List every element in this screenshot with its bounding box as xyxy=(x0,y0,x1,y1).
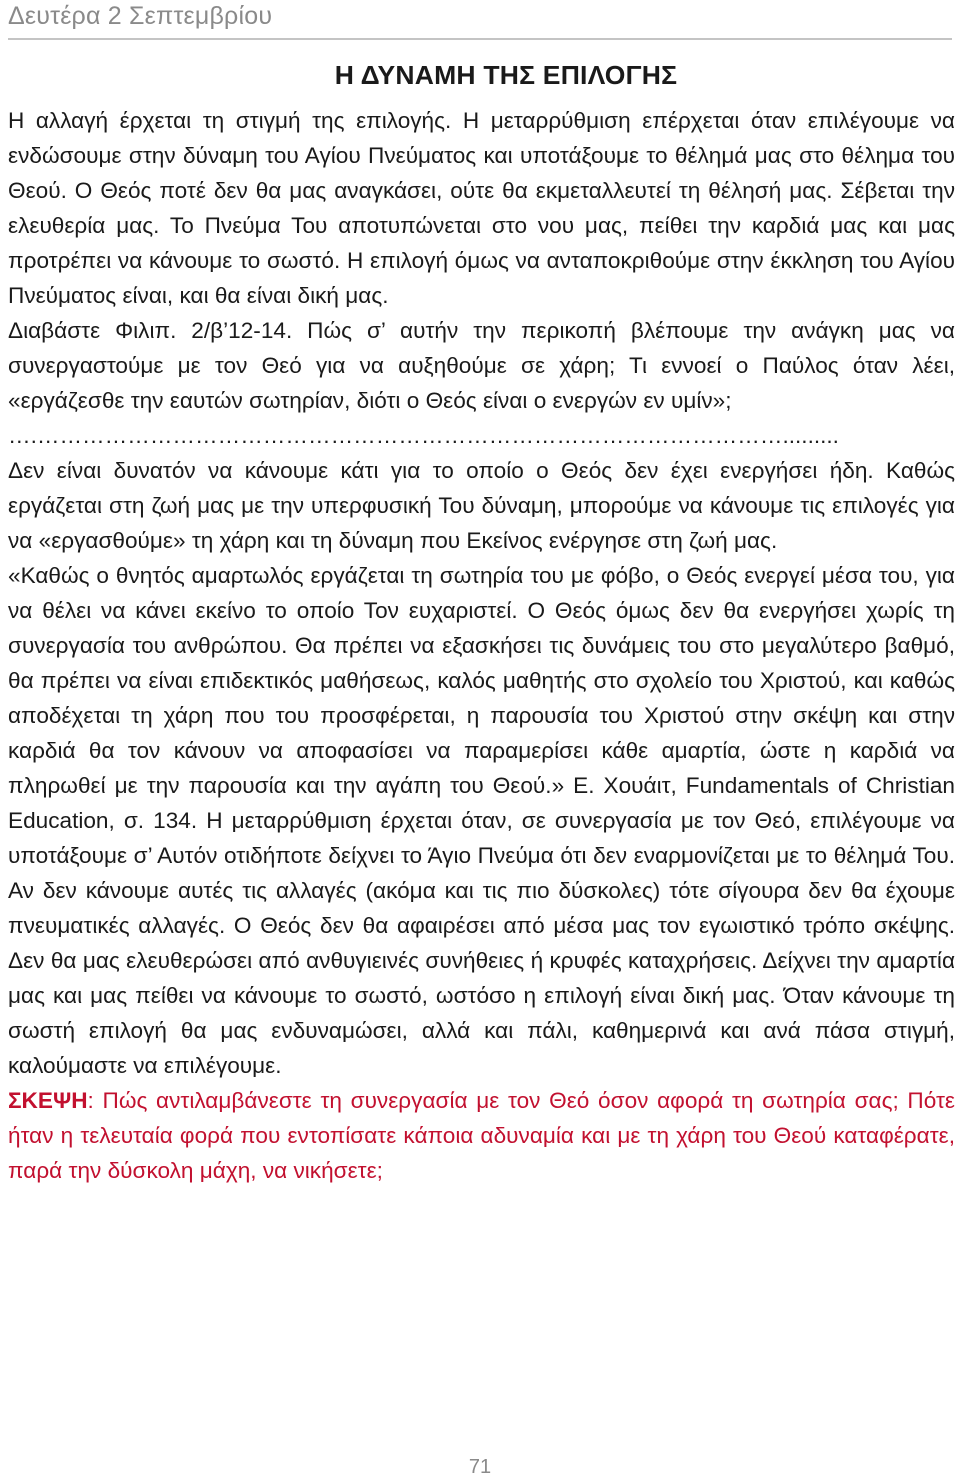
header-divider xyxy=(8,38,952,40)
paragraph-intro: Η αλλαγή έρχεται τη στιγμή της επιλογής. Η μεταρρύθμιση επέρχεται όταν επιλέγουμε να ενδώσουμε στην δύναμη του Αγίου Πνεύματος και υποτάξουμε το θέλημά μας στο θέλημα του Θεού. Ο Θεός ποτέ δεν θα μας αναγκάσει, ούτε θα εκμεταλλευτεί τη θέλησή μας. Σέβεται την ελευθερία μας. Το Πνεύμα Του αποτυπώνεται στο νου μας, πείθει την καρδιά μας και μας προτρέπει να κάνουμε το σωστό. Η επιλογή όμως να ανταποκριθούμε στην έκκληση του Αγίου Πνεύματος είναι, και θα είναι δική μας. xyxy=(8,108,955,308)
reflection-label: ΣΚΕΨΗ xyxy=(8,1088,88,1113)
lesson-title: Η ΔΥΝΑΜΗ ΤΗΣ ΕΠΙΛΟΓΗΣ xyxy=(334,60,678,90)
reflection-question xyxy=(8,1083,955,1188)
paragraph-quote: «Καθώς ο θνητός αμαρτωλός εργάζεται τη σωτηρία του με φόβο, ο Θεός ενεργεί μέσα του, για να θέλει να κάνει εκείνο το οποίο Τον ευχαριστεί. Ο Θεός όμως δεν θα ενεργήσει χωρίς τη συνεργασία του ανθρώπου. Θα πρέπει να εξασκήσει τις δυνάμεις του στο μεγαλύτερο βαθμό, θα πρέπει να είναι επιδεκτικός μαθήσεως, καλός μαθητής στο σχολείο του Χριστού, και καθώς αποδέχεται τη χάρη που του προσφέρεται, η παρουσία του Χριστού στην σκέψη και στην καρδιά θα τον κάνουν να αποφασίσει να παραμερίσει κάθε αμαρτία, ώστε η καρδιά να πληρωθεί με την παρουσία και την αγάπη του Θεού.» Ε. Χουάιτ, Fundamentals of Christian Education, σ. 134. Η μεταρρύθμιση έρχεται όταν, σε συνεργασία με τον Θεό, επιλέγουμε να υποτάξουμε σ’ Αυτόν οτιδήποτε δείχνει το Άγιο Πνεύμα ότι δεν εναρμονίζεται με το θέλημά Του. Αν δεν κάνουμε αυτές τις αλλαγές (ακόμα και τις πιο δύσκολες) τότε σίγουρα δεν θα έχουμε πνευματικές αλλαγές. Ο Θεός δεν θα αφαιρέσει από μέσα μας τον εγωιστικό τρόπο σκέψης. Δεν θα μας ελευθερώσει από ανθυγιεινές συνήθειες ή κρυφές καταχρήσεις. Δείχνει την αμαρτία μας και μας πείθει να κάνουμε το σωστό, ωστόσο η επιλογή είναι δική μας. Όταν κάνουμε τη σωστή επιλογή θα μας ενδυναμώσει, αλλά και πάλι, καθημερινά και ανά πάσα στιγμή, καλούμαστε να επιλέγουμε. xyxy=(8,563,955,1078)
lesson-date: Δευτέρα 2 Σεπτεμβρίου xyxy=(8,2,273,30)
lesson-body xyxy=(8,103,955,1188)
paragraph-explanation: Δεν είναι δυνατόν να κάνουμε κάτι για το οποίο ο Θεός δεν έχει ενεργήσει ήδη. Καθώς εργάζεται στη ζωή μας με την υπερφυσική Του δύναμη, μπορούμε να κάνουμε τις επιλογές για να «εργασθούμε» τη χάρη και τη δύναμη που Εκείνος ενέργησε στη ζωή μας. xyxy=(8,458,955,553)
reflection-text: : Πώς αντιλαμβάνεστε τη συνεργασία με τον Θεό όσον αφορά τη σωτηρία σας; Πότε ήταν η τελευταία φορά που εντοπίσατε κάποια αδυναμία και με τη χάρη του Θεού καταφέρατε, παρά την δύσκολη μάχη, να νικήσετε; xyxy=(8,1088,955,1183)
answer-line: ….………………………………………………………………………………………......... xyxy=(8,423,839,448)
page-number: 71 xyxy=(468,1456,492,1478)
paragraph-study-question: Διαβάστε Φιλιπ. 2/β’12-14. Πώς σ’ αυτήν την περικοπή βλέπουμε την ανάγκη μας να συνεργαστούμε με τον Θεό για να αυξηθούμε σε χάρη; Τι εννοεί ο Παύλος όταν λέει, «εργάζεσθε την εαυτών σωτηρίαν, διότι ο Θεός είναι ο ενεργών εν υμίν»; xyxy=(8,318,955,413)
